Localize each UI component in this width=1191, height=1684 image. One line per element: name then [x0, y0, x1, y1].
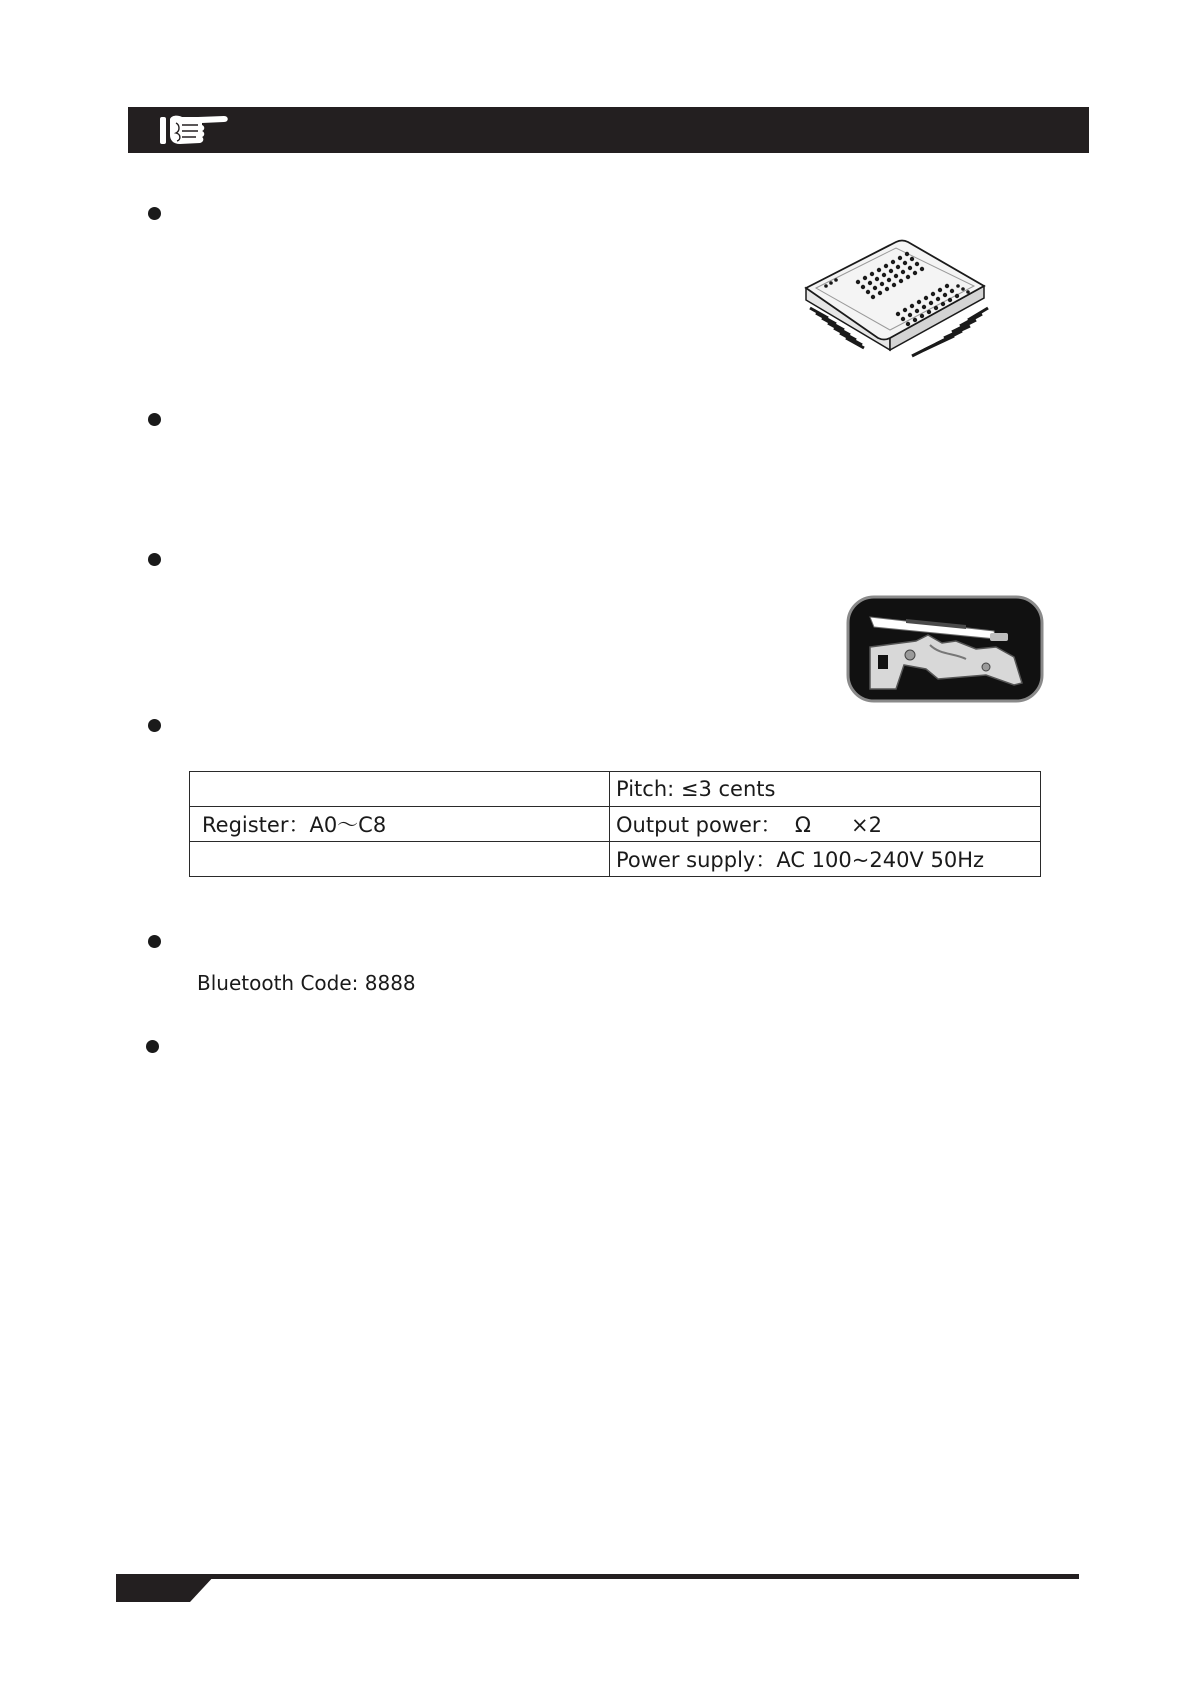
bullet-1 [148, 207, 161, 220]
table-row [190, 807, 1041, 842]
section-header-bar [128, 107, 1089, 153]
bluetooth-code: Bluetooth Code: 8888 [197, 971, 416, 995]
spec-cell-output-power: Output power： Ω ×2 [610, 807, 1041, 842]
spec-cell-register: Register：A0～C8 [190, 807, 610, 842]
spec-cell [190, 842, 610, 877]
bullet-4 [148, 719, 161, 732]
table-row [190, 772, 1041, 807]
spec-cell-pitch: Pitch: ≤3 cents [610, 772, 1041, 807]
bullet-2 [148, 413, 161, 426]
spec-cell [190, 772, 610, 807]
bullet-6 [146, 1040, 159, 1053]
table-row [190, 842, 1041, 877]
spec-cell-power-supply: Power supply：AC 100~240V 50Hz [610, 842, 1041, 877]
keyboard-chip-icon [798, 236, 998, 366]
footer-page-tab [116, 1574, 216, 1602]
specification-table [189, 771, 1041, 877]
bullet-5 [148, 935, 161, 948]
key-action-icon [846, 595, 1044, 703]
pointing-hand-icon [158, 111, 230, 149]
footer-rule [196, 1574, 1079, 1579]
bullet-3 [148, 553, 161, 566]
